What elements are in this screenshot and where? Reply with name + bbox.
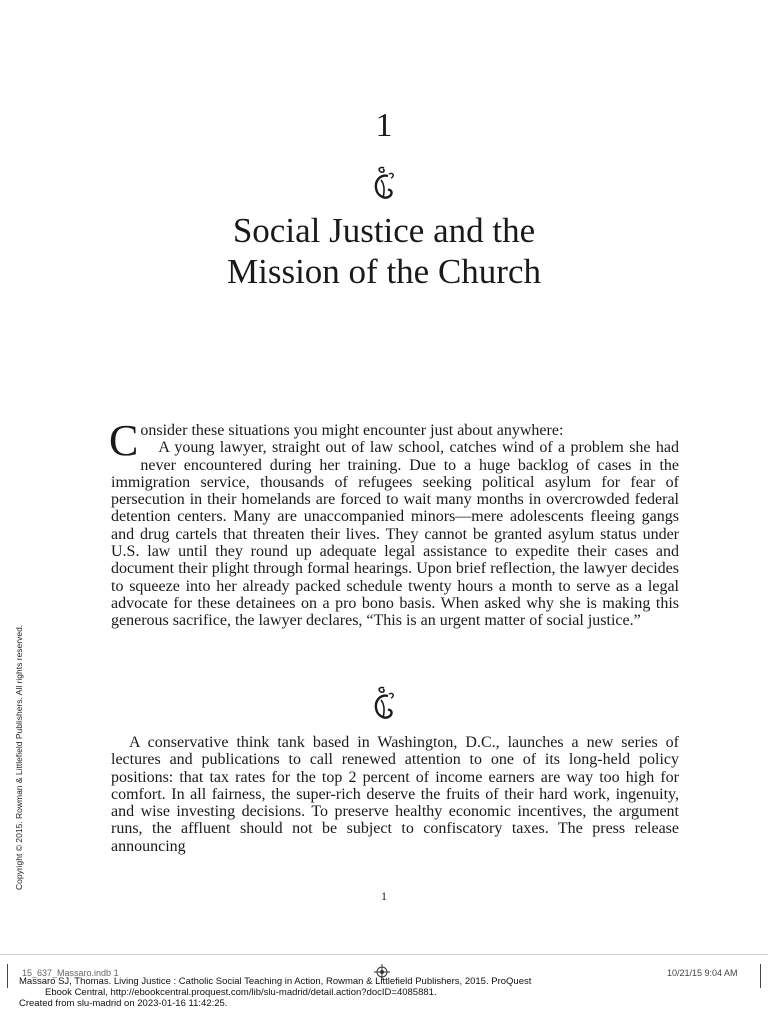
print-timestamp: 10/21/15 9:04 AM [667, 968, 738, 978]
chapter-number: 1 [375, 107, 393, 144]
copyright-notice: Copyright © 2015. Rowman & Littlefield Publishers. All rights reserved. [14, 624, 24, 890]
lead-sentence: onsider these situations you might encounter just about anywhere: [140, 422, 564, 439]
body-paragraph-1 [109, 416, 679, 630]
citation-block [19, 976, 531, 1009]
citation-line: Massaro SJ, Thomas. Living Justice : Catholic Social Teaching in Action, Rowman & Littlefield Publishers, 2015. ProQuest [19, 976, 532, 987]
paragraph-text: A young lawyer, straight out of law school, catches wind of a problem she had never encountered during her training. Due to a huge backlog of cases in the immigration service, thousands of refugees seeking political asylum for fear of persecution in their homelands are forced to wait many months in overcrowded federal detention centers. Many are unaccompanied minors—mere adolescents fleeing gangs and drug cartels that threaten their lives. They cannot be granted asylum status under U.S. law until they round up adequate legal assistance to expedite their cases and document their plight through formal hearings. Upon brief reflection, the lawyer decides to squeeze into her already packed schedule twenty hours a month to serve as a legal advocate for these detainees on a pro bono basis. When asked why she is making this generous sacrifice, the lawyer declares, “This is an urgent matter of social justice.” [111, 439, 679, 630]
footer-divider [0, 954, 768, 955]
print-slug: 15_637_Massaro.indb 1 [22, 968, 119, 978]
chapter-title [0, 210, 768, 292]
fleuron-icon [369, 164, 399, 204]
chapter-title-line-1: Social Justice and the [232, 211, 536, 250]
chapter-title-line-2: Mission of the Church [226, 252, 541, 291]
fleuron-icon [369, 684, 399, 724]
body-paragraph-2: A conservative think tank based in Washington, D.C., launches a new series of lectures and publications to call renewed attention to one of its long-held policy positions: that tax rates for the top 2 percent of income earners are way too high for comfort. In all fairness, the super-rich deserve the fruits of their hard work, ingenuity, and wise investing decisions. To preserve healthy economic incentives, the argument runs, the affluent should not be subject to confiscatory taxes. The press release announcing [111, 734, 679, 855]
crop-mark-right [760, 964, 761, 988]
citation-line: Ebook Central, http://ebookcentral.proquest.com/lib/slu-madrid/detail.action?docID=4085881. [45, 987, 437, 998]
page-number: 1 [381, 889, 387, 903]
drop-cap: C [109, 416, 139, 465]
citation-line: Created from slu-madrid on 2023-01-16 11:42:25. [19, 998, 228, 1009]
crop-mark-left [7, 964, 8, 988]
